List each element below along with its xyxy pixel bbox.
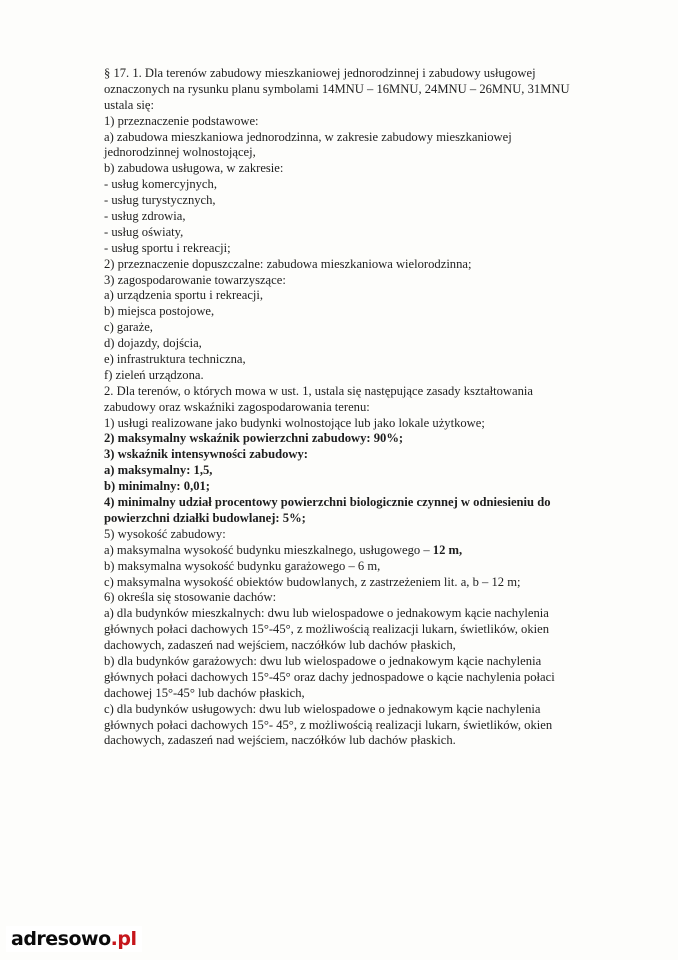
text-line	[104, 718, 604, 734]
text-line-content: oznaczonych na rysunku planu symbolami 14MNU – 16MNU, 24MNU – 26MNU, 31MNU	[104, 81, 570, 96]
text-line-bold-tail: 12 m,	[432, 542, 463, 557]
text-line-content: 6) określa się stosowanie dachów:	[104, 590, 277, 605]
text-line-content: - usług sportu i rekreacji;	[104, 240, 231, 255]
text-line	[104, 288, 604, 304]
text-line	[104, 590, 604, 606]
text-line	[104, 733, 604, 749]
text-line-content: a) maksymalna wysokość budynku mieszkalnego, usługowego –	[104, 542, 433, 557]
text-line	[104, 606, 604, 622]
text-line-content: jednorodzinnej wolnostojącej,	[104, 145, 256, 160]
text-line-content: głównych połaci dachowych 15°-45° oraz dachy jednospadowe o kącie nachylenia połaci	[104, 669, 555, 684]
text-line	[104, 543, 604, 559]
text-line	[104, 686, 604, 702]
text-line	[104, 145, 604, 161]
text-line	[104, 638, 604, 654]
text-line-content: e) infrastruktura techniczna,	[104, 352, 246, 367]
text-line	[104, 193, 604, 209]
text-line-content: 2) przeznaczenie dopuszczalne: zabudowa mieszkaniowa wielorodzinna;	[104, 256, 472, 271]
text-line-content: b) maksymalna wysokość budynku garażowego – 6 m,	[104, 558, 381, 573]
text-line-content: - usług turystycznych,	[104, 193, 216, 208]
document-body	[104, 66, 604, 749]
text-line	[104, 416, 604, 432]
text-line-content: 1) przeznaczenie podstawowe:	[104, 113, 259, 128]
text-line-content: 5) wysokość zabudowy:	[104, 526, 226, 541]
text-line-content: głównych połaci dachowych 15°- 45°, z możliwością realizacji lukarn, świetlików, okien	[104, 717, 553, 732]
text-line-content: a) urządzenia sportu i rekreacji,	[104, 288, 264, 303]
text-line	[104, 559, 604, 575]
text-line	[104, 654, 604, 670]
logo-main-text: adresowo	[11, 928, 111, 950]
text-line	[104, 66, 604, 82]
text-line-content: - usług komercyjnych,	[104, 177, 217, 192]
text-line	[104, 431, 604, 447]
text-line-content: dachowych, zadaszeń nad wejściem, naczółków lub dachów płaskich.	[104, 733, 456, 748]
text-line	[104, 130, 604, 146]
text-line-content: 1) usługi realizowane jako budynki wolnostojące lub jako lokale użytkowe;	[104, 415, 485, 430]
text-line-content: § 17. 1. Dla terenów zabudowy mieszkaniowej jednorodzinnej i zabudowy usługowej	[104, 66, 536, 80]
text-line	[104, 352, 604, 368]
text-line-content: powierzchni działki budowlanej: 5%;	[104, 510, 306, 525]
text-line	[104, 511, 604, 527]
text-line	[104, 273, 604, 289]
text-line-content: - usług oświaty,	[104, 224, 184, 239]
text-line-content: b) dla budynków garażowych: dwu lub wielospadowe o jednakowym kącie nachylenia	[104, 653, 542, 668]
text-line-content: dachowych, zadaszeń nad wejściem, naczółków lub dachów płaskich,	[104, 638, 456, 653]
text-line	[104, 702, 604, 718]
text-line-content: 4) minimalny udział procentowy powierzchni biologicznie czynnej w odniesieniu do	[104, 495, 551, 510]
text-line	[104, 479, 604, 495]
text-line-content: zabudowy oraz wskaźniki zagospodarowania terenu:	[104, 399, 370, 414]
text-line-content: głównych połaci dachowych 15°-45°, z możliwością realizacji lukarn, świetlików, okien	[104, 622, 550, 637]
text-line	[104, 177, 604, 193]
text-line	[104, 209, 604, 225]
text-line	[104, 368, 604, 384]
adresowo-logo	[6, 926, 142, 952]
text-line	[104, 400, 604, 416]
text-line-content: 2. Dla terenów, o których mowa w ust. 1, ustala się następujące zasady kształtowania	[104, 383, 533, 398]
text-line	[104, 384, 604, 400]
text-line	[104, 114, 604, 130]
text-line	[104, 320, 604, 336]
text-line-content: a) zabudowa mieszkaniowa jednorodzinna, w zakresie zabudowy mieszkaniowej	[104, 129, 512, 144]
text-line-content: b) zabudowa usługowa, w zakresie:	[104, 161, 284, 176]
text-line-content: 2) maksymalny wskaźnik powierzchni zabudowy: 90%;	[104, 431, 404, 446]
text-line-content: c) maksymalna wysokość obiektów budowlanych, z zastrzeżeniem lit. a, b – 12 m;	[104, 574, 521, 589]
text-line-content: b) minimalny: 0,01;	[104, 479, 211, 494]
text-line-content: 3) wskaźnik intensywności zabudowy:	[104, 447, 308, 462]
text-line	[104, 336, 604, 352]
text-line-content: 3) zagospodarowanie towarzyszące:	[104, 272, 286, 287]
text-line	[104, 225, 604, 241]
text-line-content: - usług zdrowia,	[104, 209, 186, 224]
text-line	[104, 257, 604, 273]
logo-tld-text: .pl	[110, 928, 137, 950]
text-line	[104, 98, 604, 114]
text-line	[104, 82, 604, 98]
text-line	[104, 622, 604, 638]
text-line-content: dachowej 15°-45° lub dachów płaskich,	[104, 685, 305, 700]
text-line-content: c) garaże,	[104, 320, 153, 335]
text-line	[104, 447, 604, 463]
text-line-content: a) maksymalny: 1,5,	[104, 463, 213, 478]
text-line	[104, 463, 604, 479]
text-line-content: a) dla budynków mieszkalnych: dwu lub wielospadowe o jednakowym kącie nachylenia	[104, 606, 549, 621]
text-line	[104, 241, 604, 257]
text-line	[104, 527, 604, 543]
text-line	[104, 495, 604, 511]
text-line-content: f) zieleń urządzona.	[104, 367, 204, 382]
text-line-content: d) dojazdy, dojścia,	[104, 336, 202, 351]
text-line-content: ustala się:	[104, 97, 155, 112]
text-line	[104, 161, 604, 177]
text-line-content: b) miejsca postojowe,	[104, 304, 215, 319]
text-line	[104, 304, 604, 320]
text-line	[104, 670, 604, 686]
text-line	[104, 575, 604, 591]
text-line-content: c) dla budynków usługowych: dwu lub wielospadowe o jednakowym kącie nachylenia	[104, 701, 541, 716]
